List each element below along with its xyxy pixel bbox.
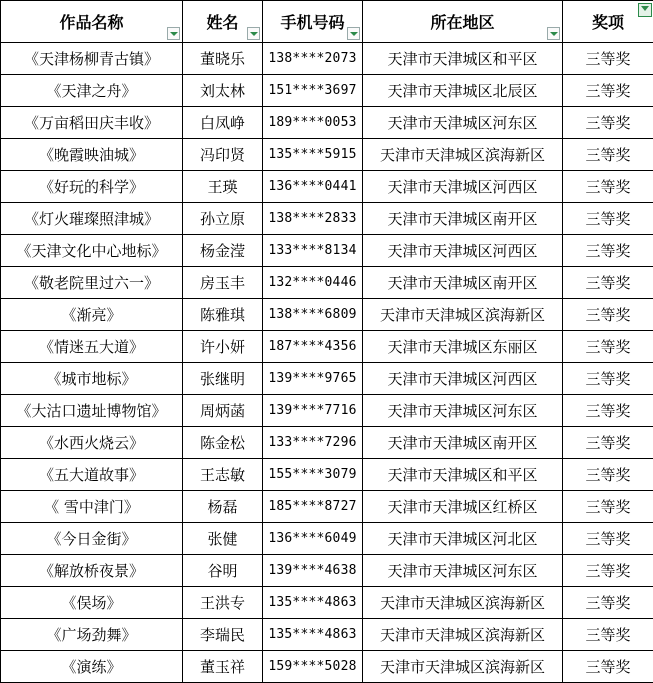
header-region-label: 所在地区	[430, 13, 494, 32]
cell-award[interactable]: 三等奖	[563, 107, 653, 139]
cell-region[interactable]: 天津市天津城区滨海新区	[363, 587, 563, 619]
cell-work[interactable]: 《好玩的科学》	[1, 171, 183, 203]
cell-name[interactable]: 许小妍	[183, 331, 263, 363]
cell-work[interactable]: 《天津文化中心地标》	[1, 235, 183, 267]
cell-phone[interactable]: 139****4638	[263, 555, 363, 587]
cell-award[interactable]: 三等奖	[563, 363, 653, 395]
table-row	[1, 427, 653, 459]
header-work-label: 作品名称	[59, 13, 123, 32]
cell-award[interactable]: 三等奖	[563, 587, 653, 619]
cell-name[interactable]: 刘太林	[183, 75, 263, 107]
cell-phone[interactable]: 132****0446	[263, 267, 363, 299]
table-row	[1, 75, 653, 107]
cell-work[interactable]: 《俣场》	[1, 587, 183, 619]
cell-award[interactable]: 三等奖	[563, 523, 653, 555]
cell-phone[interactable]: 155****3079	[263, 459, 363, 491]
header-name-label: 姓名	[206, 13, 238, 32]
cell-phone[interactable]: 189****0053	[263, 107, 363, 139]
cell-award[interactable]: 三等奖	[563, 267, 653, 299]
cell-award[interactable]: 三等奖	[563, 459, 653, 491]
cell-name[interactable]: 孙立原	[183, 203, 263, 235]
cell-phone[interactable]: 133****7296	[263, 427, 363, 459]
cell-name[interactable]: 张继明	[183, 363, 263, 395]
table-row	[1, 363, 653, 395]
cell-region[interactable]: 天津市天津城区和平区	[363, 459, 563, 491]
table-row	[1, 235, 653, 267]
cell-region[interactable]: 天津市天津城区南开区	[363, 203, 563, 235]
cell-award[interactable]: 三等奖	[563, 299, 653, 331]
header-name	[183, 1, 263, 43]
table-row	[1, 43, 653, 75]
cell-region[interactable]: 天津市天津城区滨海新区	[363, 299, 563, 331]
cell-region[interactable]: 天津市天津城区滨海新区	[363, 139, 563, 171]
cell-award[interactable]: 三等奖	[563, 235, 653, 267]
cell-award[interactable]: 三等奖	[563, 75, 653, 107]
filter-dropdown-icon[interactable]	[247, 27, 260, 40]
cell-region[interactable]: 天津市天津城区南开区	[363, 267, 563, 299]
cell-work[interactable]: 《渐亮》	[1, 299, 183, 331]
cell-name[interactable]: 杨磊	[183, 491, 263, 523]
cell-region[interactable]: 天津市天津城区和平区	[363, 43, 563, 75]
cell-region[interactable]: 天津市天津城区河东区	[363, 107, 563, 139]
cell-region[interactable]: 天津市天津城区南开区	[363, 427, 563, 459]
cell-award[interactable]: 三等奖	[563, 203, 653, 235]
cell-name[interactable]: 李瑞民	[183, 619, 263, 651]
cell-region[interactable]: 天津市天津城区滨海新区	[363, 619, 563, 651]
cell-region[interactable]: 天津市天津城区滨海新区	[363, 651, 563, 683]
filter-dropdown-icon[interactable]	[167, 27, 180, 40]
cell-work[interactable]: 《五大道故事》	[1, 459, 183, 491]
cell-work[interactable]: 《 雪中津门》	[1, 491, 183, 523]
cell-work[interactable]: 《情迷五大道》	[1, 331, 183, 363]
cell-name[interactable]: 房玉丰	[183, 267, 263, 299]
filter-dropdown-icon[interactable]	[547, 27, 560, 40]
cell-region[interactable]: 天津市天津城区东丽区	[363, 331, 563, 363]
cell-work[interactable]: 《天津杨柳青古镇》	[1, 43, 183, 75]
cell-award[interactable]: 三等奖	[563, 395, 653, 427]
cell-work[interactable]: 《灯火璀璨照津城》	[1, 203, 183, 235]
cell-work[interactable]: 《城市地标》	[1, 363, 183, 395]
cell-name[interactable]: 杨金滢	[183, 235, 263, 267]
table-row	[1, 171, 653, 203]
cell-award[interactable]: 三等奖	[563, 555, 653, 587]
header-work	[1, 1, 183, 43]
cell-work[interactable]: 《广场劲舞》	[1, 619, 183, 651]
cell-name[interactable]: 周炳菡	[183, 395, 263, 427]
header-row	[1, 1, 653, 43]
cell-name[interactable]: 冯印贤	[183, 139, 263, 171]
cell-name[interactable]: 白凤峥	[183, 107, 263, 139]
cell-name[interactable]: 陈雅琪	[183, 299, 263, 331]
table-row	[1, 459, 653, 491]
cell-award[interactable]: 三等奖	[563, 43, 653, 75]
cell-phone[interactable]: 139****7716	[263, 395, 363, 427]
cell-work[interactable]: 《水西火烧云》	[1, 427, 183, 459]
cell-name[interactable]: 董玉祥	[183, 651, 263, 683]
header-award	[563, 1, 653, 43]
cell-award[interactable]: 三等奖	[563, 427, 653, 459]
cell-region[interactable]: 天津市天津城区河西区	[363, 235, 563, 267]
table-row	[1, 107, 653, 139]
cell-name[interactable]: 董晓乐	[183, 43, 263, 75]
cell-region[interactable]: 天津市天津城区河西区	[363, 363, 563, 395]
cell-work[interactable]: 《今日金街》	[1, 523, 183, 555]
table-row	[1, 491, 653, 523]
table-row	[1, 523, 653, 555]
header-award-label: 奖项	[592, 13, 624, 32]
cell-work[interactable]: 《演练》	[1, 651, 183, 683]
cell-phone[interactable]: 159****5028	[263, 651, 363, 683]
cell-phone[interactable]: 138****2073	[263, 43, 363, 75]
cell-region[interactable]: 天津市天津城区河北区	[363, 523, 563, 555]
table-row	[1, 139, 653, 171]
cell-name[interactable]: 张健	[183, 523, 263, 555]
cell-award[interactable]: 三等奖	[563, 139, 653, 171]
cell-award[interactable]: 三等奖	[563, 331, 653, 363]
cell-phone[interactable]: 138****2833	[263, 203, 363, 235]
table-row	[1, 299, 653, 331]
header-phone-label: 手机号码	[280, 13, 344, 32]
header-phone	[263, 1, 363, 43]
cell-work[interactable]: 《大沽口遗址博物馆》	[1, 395, 183, 427]
table-row	[1, 267, 653, 299]
cell-region[interactable]: 天津市天津城区北辰区	[363, 75, 563, 107]
cell-phone[interactable]: 151****3697	[263, 75, 363, 107]
cell-name[interactable]: 王洪专	[183, 587, 263, 619]
cell-work[interactable]: 《天津之舟》	[1, 75, 183, 107]
cell-name[interactable]: 谷明	[183, 555, 263, 587]
cell-phone[interactable]: 135****5915	[263, 139, 363, 171]
cell-work[interactable]: 《解放桥夜景》	[1, 555, 183, 587]
cell-award[interactable]: 三等奖	[563, 619, 653, 651]
cell-name[interactable]: 陈金松	[183, 427, 263, 459]
cell-phone[interactable]: 136****0441	[263, 171, 363, 203]
cell-award[interactable]: 三等奖	[563, 171, 653, 203]
cell-phone[interactable]: 139****9765	[263, 363, 363, 395]
cell-work[interactable]: 《万亩稻田庆丰收》	[1, 107, 183, 139]
cell-phone[interactable]: 138****6809	[263, 299, 363, 331]
cell-award[interactable]: 三等奖	[563, 651, 653, 683]
cell-work[interactable]: 《晚霞映油城》	[1, 139, 183, 171]
table-row	[1, 619, 653, 651]
table-row	[1, 203, 653, 235]
cell-phone[interactable]: 187****4356	[263, 331, 363, 363]
cell-name[interactable]: 王瑛	[183, 171, 263, 203]
filter-active-icon[interactable]	[638, 3, 652, 17]
cell-region[interactable]: 天津市天津城区红桥区	[363, 491, 563, 523]
cell-region[interactable]: 天津市天津城区河东区	[363, 555, 563, 587]
cell-phone[interactable]: 135****4863	[263, 587, 363, 619]
table-row	[1, 395, 653, 427]
table-row	[1, 587, 653, 619]
header-region	[363, 1, 563, 43]
cell-work[interactable]: 《敬老院里过六一》	[1, 267, 183, 299]
cell-award[interactable]: 三等奖	[563, 491, 653, 523]
cell-phone[interactable]: 133****8134	[263, 235, 363, 267]
table-row	[1, 555, 653, 587]
cell-region[interactable]: 天津市天津城区河东区	[363, 395, 563, 427]
cell-phone[interactable]: 185****8727	[263, 491, 363, 523]
cell-name[interactable]: 王志敏	[183, 459, 263, 491]
cell-region[interactable]: 天津市天津城区河西区	[363, 171, 563, 203]
cell-phone[interactable]: 135****4863	[263, 619, 363, 651]
table-row	[1, 651, 653, 683]
table-row	[1, 331, 653, 363]
filter-dropdown-icon[interactable]	[347, 27, 360, 40]
cell-phone[interactable]: 136****6049	[263, 523, 363, 555]
